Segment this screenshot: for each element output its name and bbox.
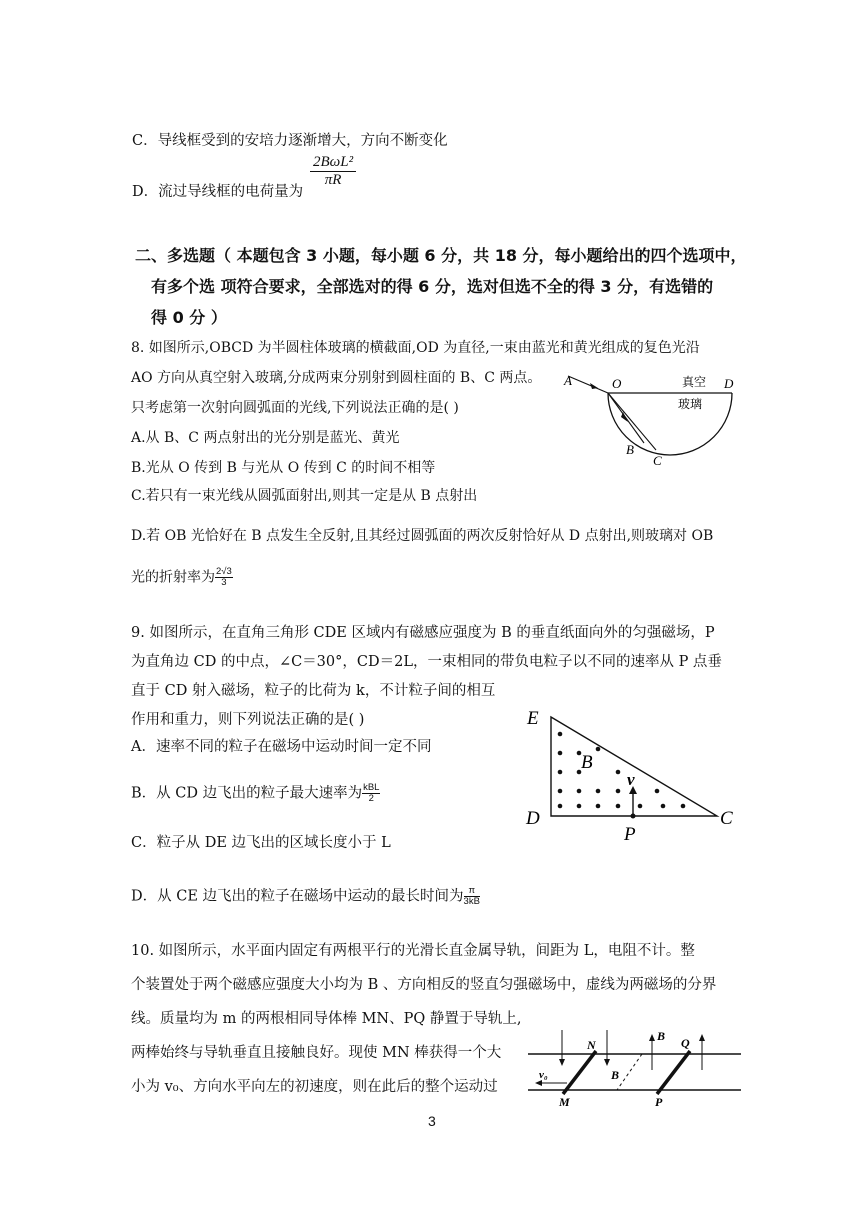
label-v0: v₀ (539, 1069, 548, 1081)
q8-option-d-cont (131, 567, 233, 588)
label-q: Q (681, 1036, 690, 1050)
q9-stem-3: 直于 CD 射入磁场，粒子的比荷为 k，不计粒子间的相互 (131, 683, 496, 699)
refractive-index-fraction (215, 567, 233, 588)
option-d: D．流过导线框的电荷量为 (132, 184, 304, 200)
section-heading-line1: 二、多选题（ 本题包含 3 小题，每小题 6 分，共 18 分，每小题给出的四个选项中， (135, 246, 747, 265)
label-p: P (624, 824, 636, 844)
page-number: 3 (428, 1113, 436, 1129)
label-v: v (627, 770, 635, 789)
label-b: B (581, 752, 593, 773)
q9-option-a: A．速率不同的粒子在磁场中运动时间一定不同 (131, 739, 432, 755)
label-m: M (559, 1095, 570, 1109)
q8-stem-1: 8. 如图所示,OBCD 为半圆柱体玻璃的横截面,OD 为直径,一束由蓝光和黄光组成的复色光沿 (131, 340, 700, 356)
field-dots (558, 732, 686, 809)
label-d: D (526, 808, 540, 829)
q8-option-b: B.光从 O 传到 B 与光从 O 传到 C 的时间不相等 (131, 460, 436, 476)
field-arrow-up-1 (649, 1034, 655, 1041)
q9-option-d-text: D．从 CE 边飞出的粒子在磁场中运动的最长时间为 (131, 888, 464, 905)
label-glass: 玻璃 (678, 397, 703, 411)
label-o: O (612, 376, 622, 391)
triangle-cde (551, 717, 717, 816)
q9-option-c: C．粒子从 DE 边飞出的区域长度小于 L (131, 835, 391, 851)
max-speed-denominator: 2 (368, 793, 374, 804)
label-b-mid: B (611, 1068, 620, 1082)
rod-pq (657, 1051, 690, 1094)
section-heading-line2: 有多个选 项符合要求，全部选对的得 6 分，选对但选不全的得 3 分，有选错的 (151, 277, 714, 296)
max-time-fraction (464, 886, 480, 907)
q9-option-b-text: B．从 CD 边飞出的粒子最大速率为 (131, 785, 363, 802)
q9-option-d (131, 886, 480, 907)
field-arrow-down-1 (559, 1059, 565, 1066)
field-arrow-down-2 (604, 1059, 610, 1066)
refractive-index-denominator: 3 (221, 577, 227, 588)
rod-mn (563, 1051, 596, 1094)
label-n: N (587, 1038, 596, 1052)
ray-arrow (621, 412, 628, 422)
q9-stem-4: 作用和重力，则下列说法正确的是( ) (131, 712, 365, 728)
q9-option-b (131, 783, 380, 804)
q8-option-a: A.从 B、C 两点射出的光分别是蓝光、黄光 (131, 430, 400, 446)
point-p-dot (631, 814, 636, 819)
label-c: C (653, 453, 662, 468)
max-time-numerator: π (464, 886, 480, 897)
boundary-dashed-line (617, 1054, 642, 1090)
q8-option-c: C.若只有一束光线从圆弧面射出,则其一定是从 B 点射出 (131, 488, 478, 504)
q9-stem-1: 9. 如图所示，在直角三角形 CDE 区域内有磁感应强度为 B 的垂直纸面向外的匀强磁场，P (131, 625, 715, 641)
label-vacuum: 真空 (682, 375, 707, 389)
q8-stem-2: AO 方向从真空射入玻璃,分成两束分别射到圆柱面的 B、C 两点。 (131, 370, 542, 386)
max-time-denominator: 3kB (463, 896, 480, 907)
label-b: B (626, 442, 634, 457)
q10-stem-2: 个装置处于两个磁感应强度大小均为 B 、方向相反的竖直匀强磁场中，虚线为两磁场的分界 (131, 977, 717, 993)
figure-q10-rails (525, 1022, 745, 1110)
figure-q8-semicircle (560, 368, 745, 473)
q10-stem-1: 10. 如图所示，水平面内固定有两根平行的光滑长直金属导轨，间距为 L，电阻不计。整 (131, 943, 695, 959)
q10-stem-3: 线。质量均为 m 的两根相同导体棒 MN、PQ 静置于导轨上, (131, 1011, 522, 1027)
incident-ray (568, 376, 608, 393)
label-c: C (720, 808, 733, 829)
q8-option-d: D.若 OB 光恰好在 B 点发生全反射,且其经过圆弧面的两次反射恰好从 D 点射出,则玻璃对 OB (131, 528, 714, 544)
label-d: D (724, 376, 734, 391)
incident-arrow (590, 383, 598, 389)
charge-fraction (310, 154, 356, 189)
charge-fraction-numerator: 2BωL² (310, 154, 356, 172)
option-c: C．导线框受到的安培力逐渐增大，方向不断变化 (132, 133, 448, 149)
q10-stem-5: 小为 v₀、方向水平向左的初速度，则在此后的整个运动过 (131, 1079, 498, 1095)
max-speed-fraction (362, 783, 380, 804)
q9-stem-2: 为直角边 CD 的中点，∠C＝30°，CD＝2L，一束相同的带负电粒子以不同的速率从 P 点垂 (131, 654, 722, 670)
charge-fraction-denominator: πR (324, 172, 342, 188)
field-arrow-up-2 (699, 1034, 705, 1041)
figure-q9-triangle (520, 702, 770, 844)
label-e: E (527, 708, 539, 729)
section-heading-line3: 得 0 分 ） (151, 308, 227, 327)
max-speed-numerator: kBL (363, 782, 380, 793)
label-b-top: B (657, 1029, 666, 1043)
q10-stem-4: 两棒始终与导轨垂直且接触良好。现使 MN 棒获得一个大 (131, 1045, 502, 1061)
q8-stem-3: 只考虑第一次射向圆弧面的光线,下列说法正确的是( ) (131, 400, 459, 416)
label-a: A (564, 373, 572, 388)
q8-option-d-cont-text: 光的折射率为 (131, 569, 215, 586)
label-p: P (655, 1095, 663, 1109)
refractive-index-numerator: 2√3 (216, 566, 232, 577)
